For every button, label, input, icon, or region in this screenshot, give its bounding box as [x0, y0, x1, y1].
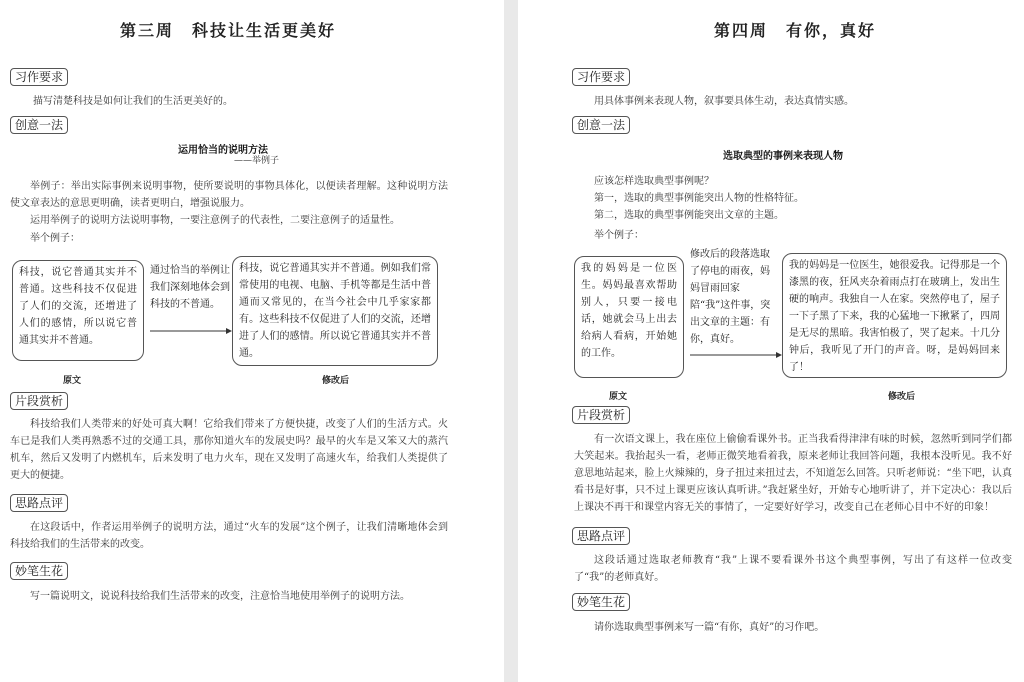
right-requirement-tag: 习作要求	[572, 68, 630, 86]
right-page	[518, 0, 1024, 682]
left-write-text: 写一篇说明文，说说科技给我们生活带来的改变，注意恰当地使用举例子的说明方法。	[30, 591, 410, 602]
left-method-para1: 举例子：举出实际事例来说明事物，使所要说明的事物具体化，以便读者理解。这种说明方法使文章表达的意思更明确，读者更明白，增强说服力。	[10, 181, 448, 209]
left-method-para3: 举个例子：	[30, 233, 80, 244]
right-question-1: 应该怎样选取典型事例呢？	[594, 176, 714, 187]
right-revised-box: 我的妈妈是一位医生，她很爱我。记得那是一个漆黑的夜，狂风夹杂着雨点打在玻璃上，发出生硬的响声。我独自一人在家。突然停电了，屋子一下子黑了下来，我的心猛地一下揪紧了，四周是无尽的黑暗。我害怕极了，哭了起来。十几分钟后，我听见了开门的声音。呀，是妈妈回来了！	[782, 253, 1007, 378]
right-middle-explanation: 修改后的段落选取了停电的雨夜，妈妈冒雨回家陪“我”这件事，突出文章的主题：有你，真好。	[690, 249, 771, 345]
left-page-title: 第三周 科技让生活更美好	[120, 21, 337, 40]
right-write-tag: 妙笔生花	[572, 593, 630, 611]
left-page	[0, 0, 504, 682]
left-write-tag: 妙笔生花	[10, 562, 68, 580]
left-method-title: 运用恰当的说明方法	[178, 145, 268, 156]
left-fragment-text: 科技给我们人类带来的好处可真大啊！它给我们带来了方便快捷，改变了人们的生活方式。火车已是我们人类再熟悉不过的交通工具，那你知道火车的发展史吗？最早的火车是又笨又大的蒸汽机车，然后又发明了内燃机车，后来发明了电力火车，现在又发明了高速火车，给我们人类提供了更大的便捷。	[10, 419, 448, 481]
left-method-tag: 创意一法	[10, 116, 68, 134]
right-label-revised: 修改后	[888, 392, 916, 402]
right-arrow	[690, 350, 782, 360]
left-requirement-tag: 习作要求	[10, 68, 68, 86]
left-original-box: 科技，说它普通其实并不普通。这些科技不仅促进了人们的交流，还增进了人们的感情，所以说它普通其实并不普通。	[12, 260, 144, 361]
right-label-original: 原文	[609, 392, 628, 402]
left-revised-box: 科技，说它普通其实并不普通。例如我们常常使用的电视、电脑、手机等都是生活中普通而又常见的，在当今社会中几乎家家都有。这些科技不仅促进了人们的交流，还增进了人们的感情。所以说它普通其实并不普通。	[232, 256, 438, 366]
right-write-text: 请你选取典型事例来写一篇“有你，真好”的习作吧。	[594, 622, 825, 633]
left-requirement-text: 描写清楚科技是如何让我们的生活更美好的。	[33, 96, 233, 107]
left-middle-explanation: 通过恰当的举例让我们深刻地体会到科技的不普通。	[150, 265, 230, 310]
left-label-revised: 修改后	[322, 376, 350, 386]
right-method-tag: 创意一法	[572, 116, 630, 134]
right-method-title: 选取典型的事例来表现人物	[723, 151, 843, 162]
left-comment-tag: 思路点评	[10, 494, 68, 512]
left-method-subtitle: ——举例子	[234, 156, 280, 166]
right-comment-tag: 思路点评	[572, 527, 630, 545]
left-arrow	[150, 326, 232, 336]
right-question-3: 第二，选取的典型事例能突出文章的主题。	[594, 210, 784, 221]
right-page-title: 第四周 有你，真好	[714, 21, 877, 40]
right-requirement-text: 用具体事例来表现人物，叙事要具体生动，表达真情实感。	[594, 96, 854, 107]
right-question-4: 举个例子：	[594, 230, 644, 241]
right-comment-text: 这段话通过选取老师教育“我”上课不要看课外书这个典型事例，写出了有这样一位改变了“我”的老师真好。	[574, 555, 1012, 583]
right-fragment-text: 有一次语文课上，我在座位上偷偷看课外书。正当我看得津津有味的时候，忽然听到同学们都大笑起来。我抬起头一看，老师正微笑地看着我，原来老师让我回答问题，我根本没听见。我不好意思地站起来，脸上火辣辣的，身子扭过来扭过去，不知道怎么回答。只听老师说：“坐下吧，认真看书是好事，只不过上课更应该认真听讲。”我赶紧坐好，开始专心地听讲了，并下定决心：我以后上课决不再干和课堂内容无关的事情了，一定要好好学习，改变自己在老师心目中不好的印象！	[574, 434, 1012, 513]
right-question-2: 第一，选取的典型事例能突出人物的性格特征。	[594, 193, 804, 204]
left-method-para2: 运用举例子的说明方法说明事物，一要注意例子的代表性，二要注意例子的适量性。	[30, 215, 400, 226]
left-fragment-tag: 片段赏析	[10, 392, 68, 410]
right-original-box: 我的妈妈是一位医生。妈妈最喜欢帮助别人，只要一接电话，她就会马上出去给病人看病，开始她的工作。	[574, 256, 684, 378]
right-fragment-tag: 片段赏析	[572, 406, 630, 424]
left-label-original: 原文	[63, 376, 82, 386]
left-comment-text: 在这段话中，作者运用举例子的说明方法，通过“火车的发展”这个例子，让我们清晰地体会到科技给我们的生活带来的改变。	[10, 522, 448, 550]
